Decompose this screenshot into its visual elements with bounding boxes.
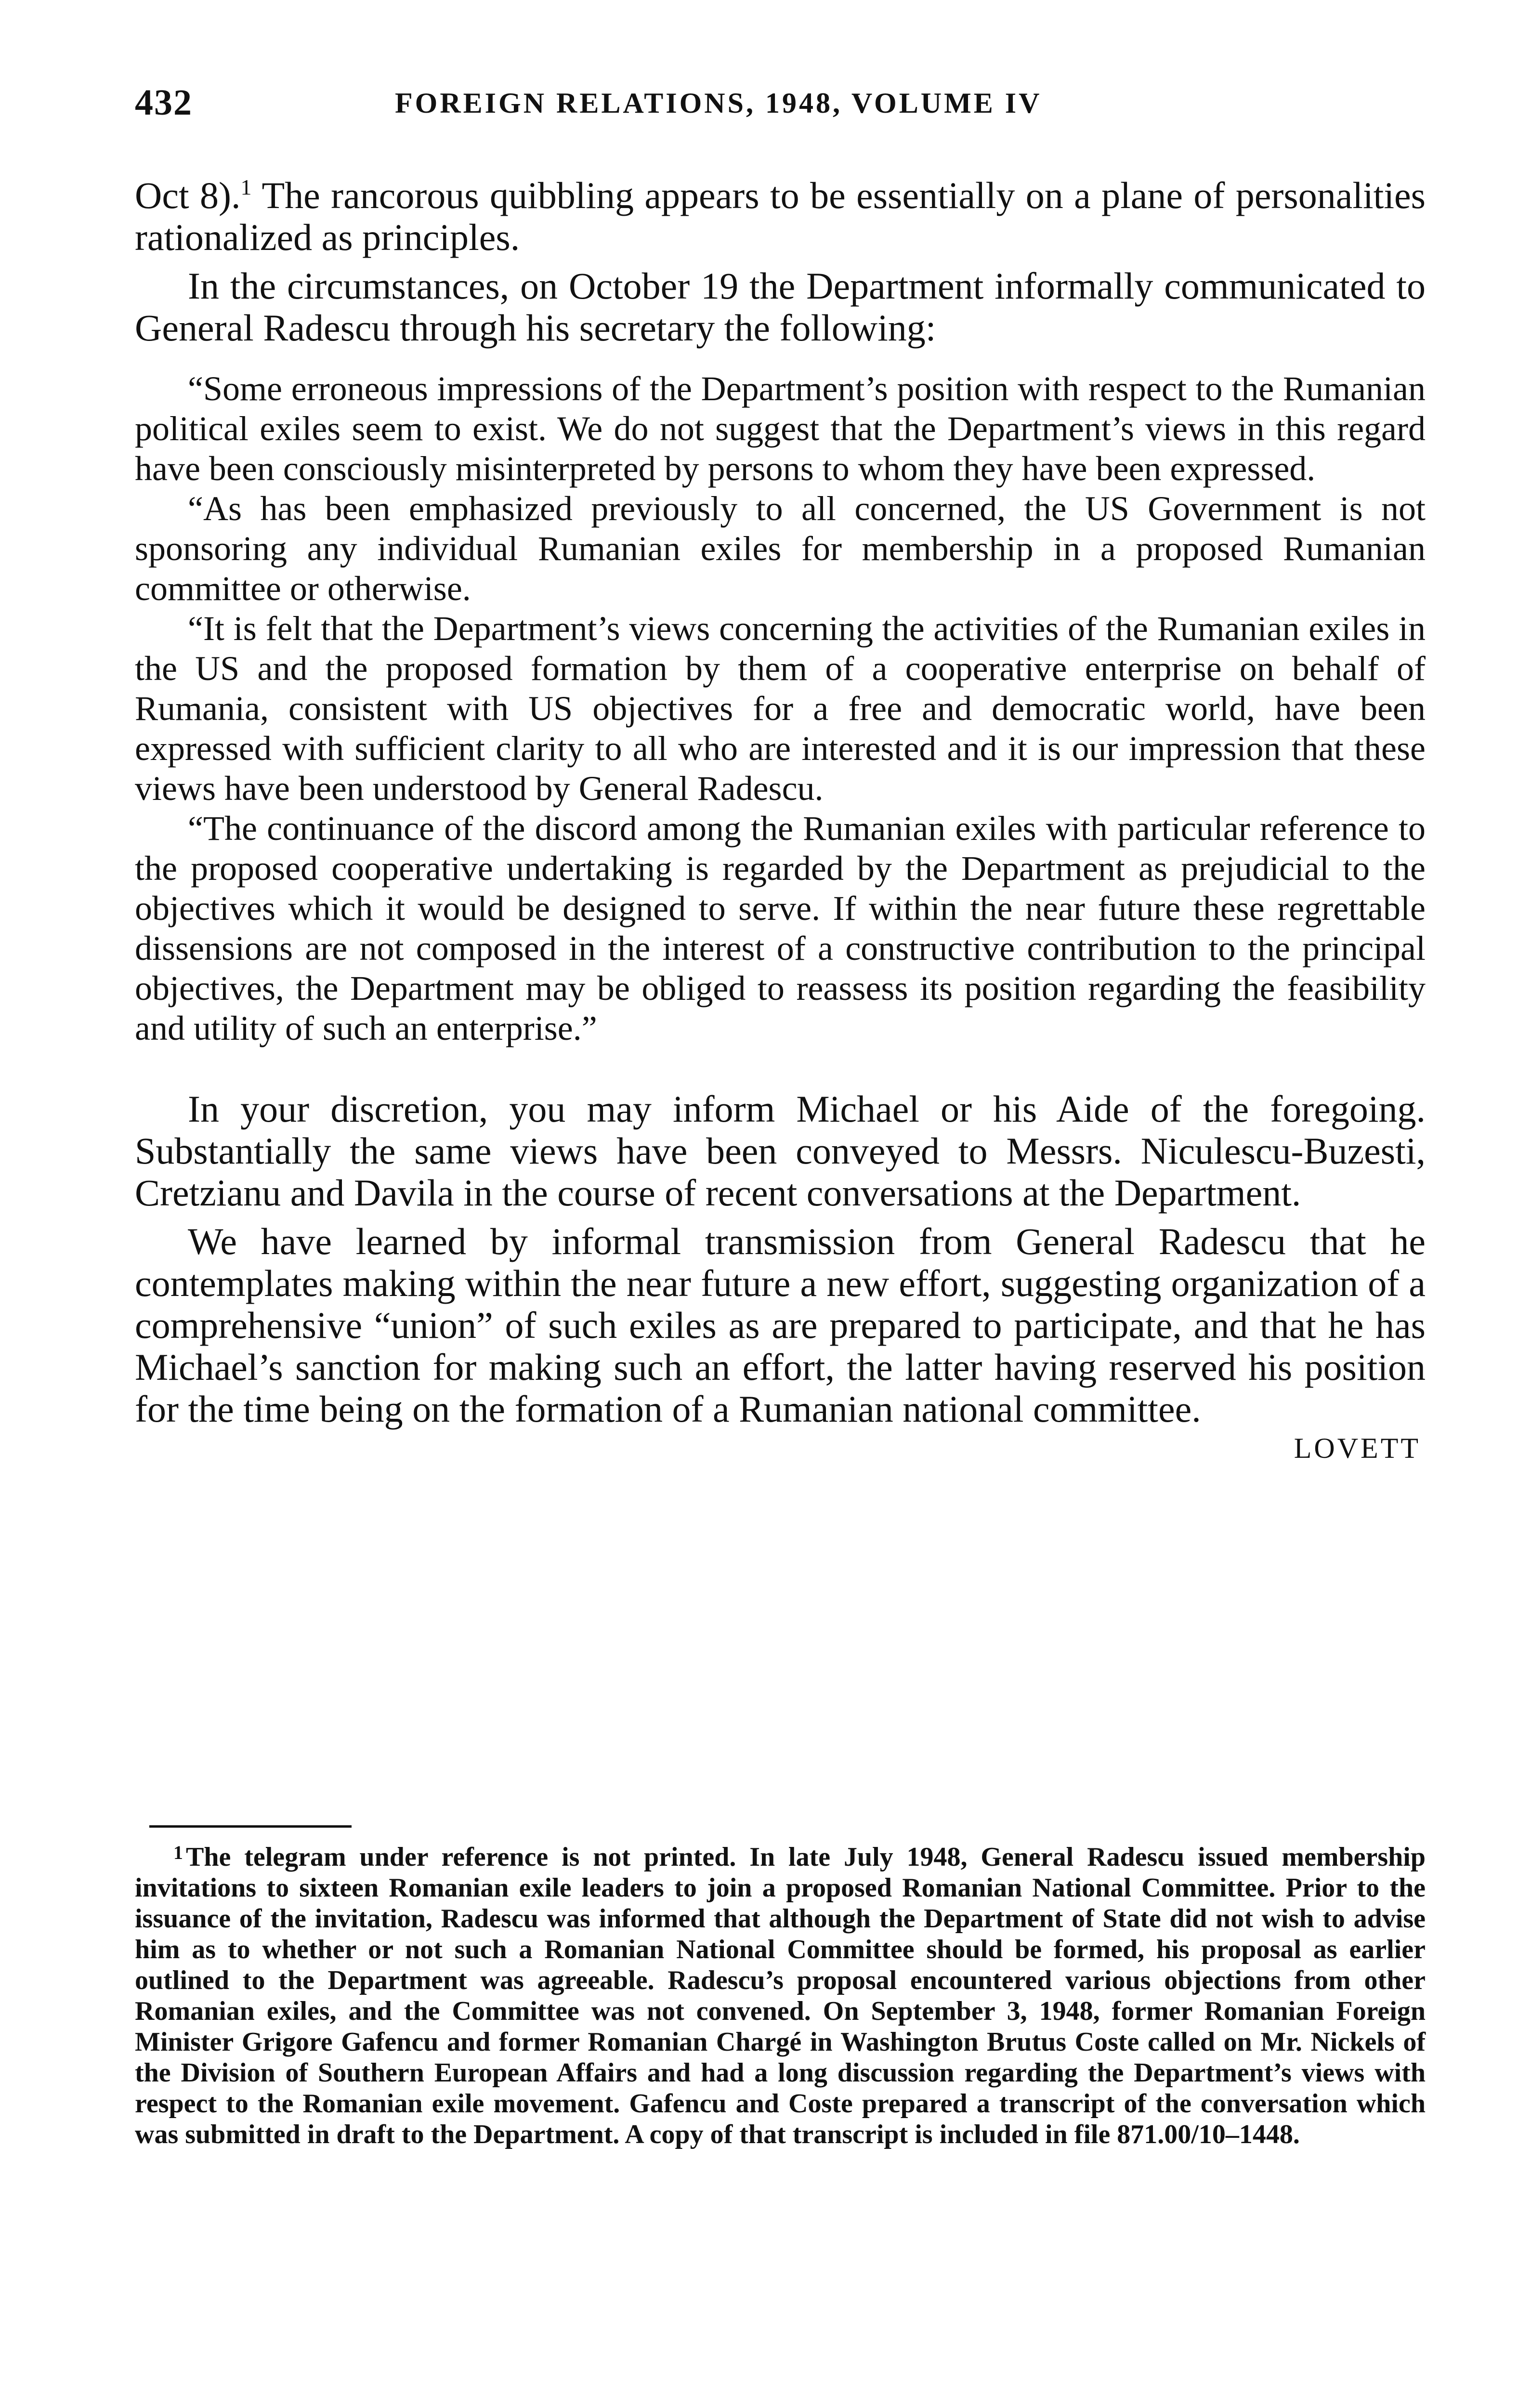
quoted-paragraph: “As has been emphasized previously to all concerned, the US Government is not sponsoring any individual Rumanian exiles for membership in a proposed Rumanian committee or otherwise. [135, 489, 1426, 608]
paragraph-continuation [135, 166, 1426, 258]
body-text [135, 166, 1426, 1465]
footnote-marker: 1 [173, 1842, 183, 1863]
signature: LOVETT [1294, 1432, 1421, 1464]
quoted-paragraph: “It is felt that the Department’s views concerning the activities of the Rumanian exiles in the US and the proposed formation by them of a cooperative enterprise on behalf of Rumania, consistent with US objectives for a free and democratic world, have been expressed with sufficient clarity to all who are interested and it is our impression that these views have been understood by General Radescu. [135, 609, 1426, 808]
footnote-text: The telegram under reference is not printed. In late July 1948, General Radescu issued membership invitations to sixteen Romanian exile leaders to join a proposed Romanian National Committee. Prior to the issuance of the invitation, Radescu was informed that although the Department of State did not wish to advise him as to whether or not such a Romanian National Committee should be formed, his proposal as earlier outlined to the Department was agreeable. Radescu’s proposal encountered various objections from other Romanian exiles, and the Committee was not convened. On September 3, 1948, former Romanian Foreign Minister Grigore Gafencu and former Romanian Chargé in Washington Brutus Coste called on Mr. Nickels of the Division of Southern European Affairs and had a long discussion regarding the Department’s views with respect to the Romanian exile movement. Gafencu and Coste prepared a transcript of the conversation which was submitted in draft to the Department. A copy of that transcript is included in file 871.00/10–1448. [135, 1842, 1426, 2149]
paragraph-continuation-rest: The rancorous quibbling appears to be essentially on a plane of personalities rationalized as principles. [135, 174, 1426, 258]
paragraph-continuation-start: Oct 8). [135, 174, 241, 216]
footnote [135, 1837, 1426, 2150]
quoted-paragraph: “The continuance of the discord among the Rumanian exiles with particular reference to the proposed cooperative undertaking is regarded by the Department as prejudicial to the objectives which it would be designed to serve. If within the near future these regrettable dissensions are not composed in the interest of a constructive contribution to the principal objectives, the Department may be obliged to reassess its position regarding the feasibility and utility of such an enterprise.” [135, 809, 1426, 1047]
footnote-divider [149, 1825, 352, 1828]
footnote-reference: 1 [240, 175, 252, 199]
paragraph-discretion: In your discretion, you may inform Michael or his Aide of the foregoing. Substantially the same views have been conveyed to Messrs. Niculescu-Buzesti, Cretzianu and Davila in the course of recent conversations at the Department. [135, 1088, 1426, 1214]
page-number: 432 [135, 82, 193, 123]
page-header [135, 82, 1426, 140]
paragraph-informal-transmission: We have learned by informal transmission from General Radescu that he contemplates making within the near future a new effort, suggesting organization of a comprehensive “union” of such exiles as are prepared to participate, and that he has Michael’s sanction for making such an effort, the latter having reserved his position for the time being on the formation of a Rumanian national committee. [135, 1220, 1426, 1430]
running-head: FOREIGN RELATIONS, 1948, VOLUME IV [395, 87, 1042, 119]
quoted-paragraph: “Some erroneous impressions of the Department’s position with respect to the Rumanian political exiles seem to exist. We do not suggest that the Department’s views in this regard have been consciously misinterpreted by persons to whom they have been expressed. [135, 369, 1426, 488]
paragraph-circumstances: In the circumstances, on October 19 the Department informally communicated to General Radescu through his secretary the following: [135, 265, 1426, 349]
